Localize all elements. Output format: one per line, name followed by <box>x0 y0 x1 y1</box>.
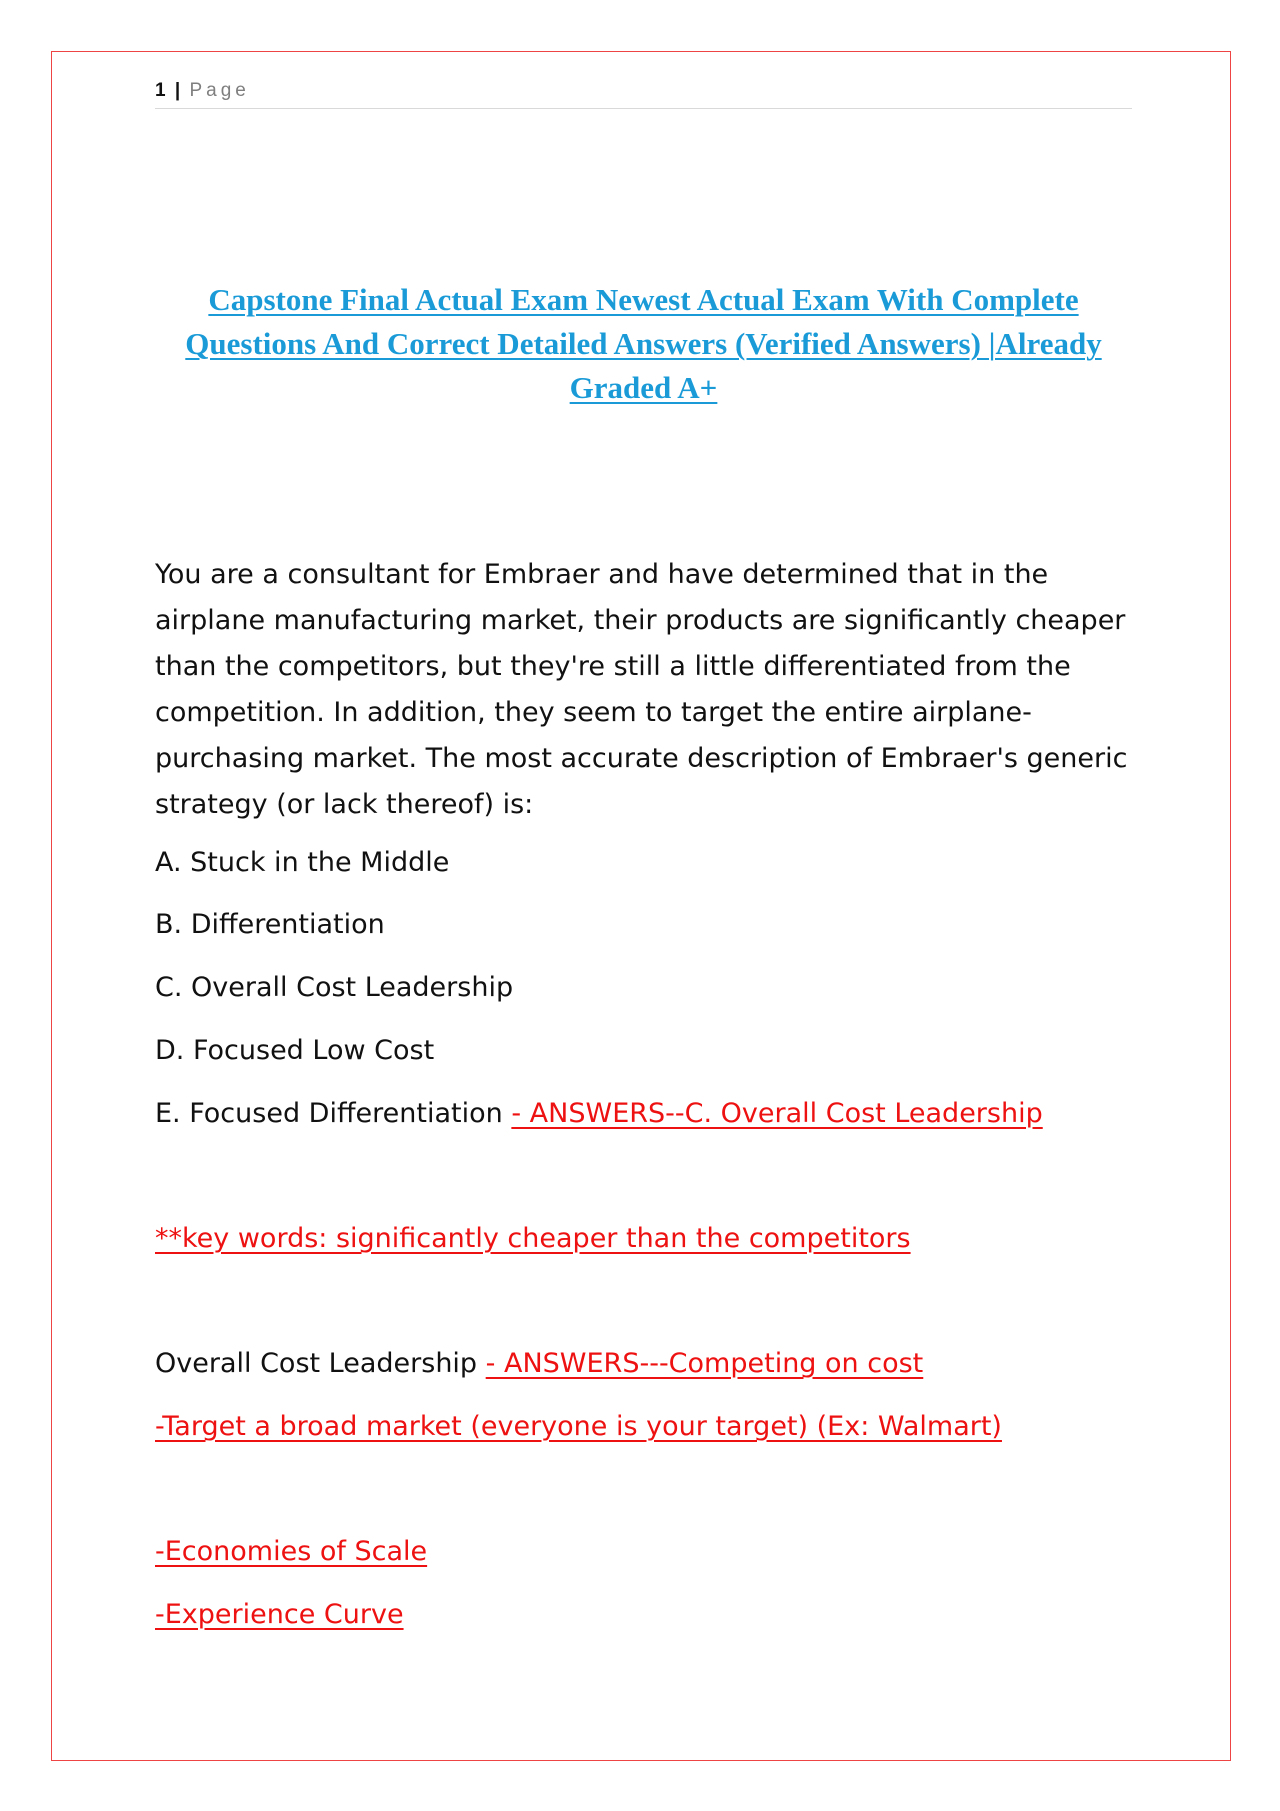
option-d: D. Focused Low Cost <box>155 1035 435 1066</box>
answer-point-1-row <box>155 1409 1155 1445</box>
question-1-text: You are a consultant for Embraer and have determined that in the airplane manufacturing market, their products are significantly cheaper than the competitors, but they're still a little differentiated from the competition. In addition, they seem to target the entire airplane-purchasing market. The most accurate description of Embraer's generic strategy (or lack thereof) is: <box>155 559 1128 820</box>
option-b: B. Differentiation <box>155 909 385 940</box>
page-label: Page <box>189 80 250 101</box>
option-c: C. Overall Cost Leadership <box>155 972 514 1003</box>
answer-point-3-row <box>155 1597 1155 1633</box>
question-2-row <box>155 1346 1155 1382</box>
key-words-row <box>155 1221 1155 1257</box>
option-e-row <box>155 1096 1155 1132</box>
answer-point-2-row <box>155 1534 1155 1570</box>
document-title: Capstone Final Actual Exam Newest Actual Exam With Complete Questions And Correct Detailed Answers (Verified Answers) |Already Graded A+ <box>185 282 1102 405</box>
page-number: 1 <box>155 80 166 101</box>
answer-point-1: -Target a broad market (everyone is your target) (Ex: Walmart) <box>155 1411 1002 1442</box>
question-2-text: Overall Cost Leadership <box>155 1348 478 1379</box>
option-e: E. Focused Differentiation <box>155 1098 503 1129</box>
option-a: A. Stuck in the Middle <box>155 847 450 878</box>
page-header <box>155 78 1132 109</box>
answer-point-2: -Economies of Scale <box>155 1536 428 1567</box>
question-2-answer: - ANSWERS---Competing on cost <box>485 1348 924 1379</box>
question-1-answer: - ANSWERS--C. Overall Cost Leadership <box>511 1098 1043 1129</box>
answer-point-3: -Experience Curve <box>155 1599 404 1630</box>
header-separator: | <box>174 80 181 101</box>
key-words: **key words: significantly cheaper than the competitors <box>155 1223 911 1254</box>
